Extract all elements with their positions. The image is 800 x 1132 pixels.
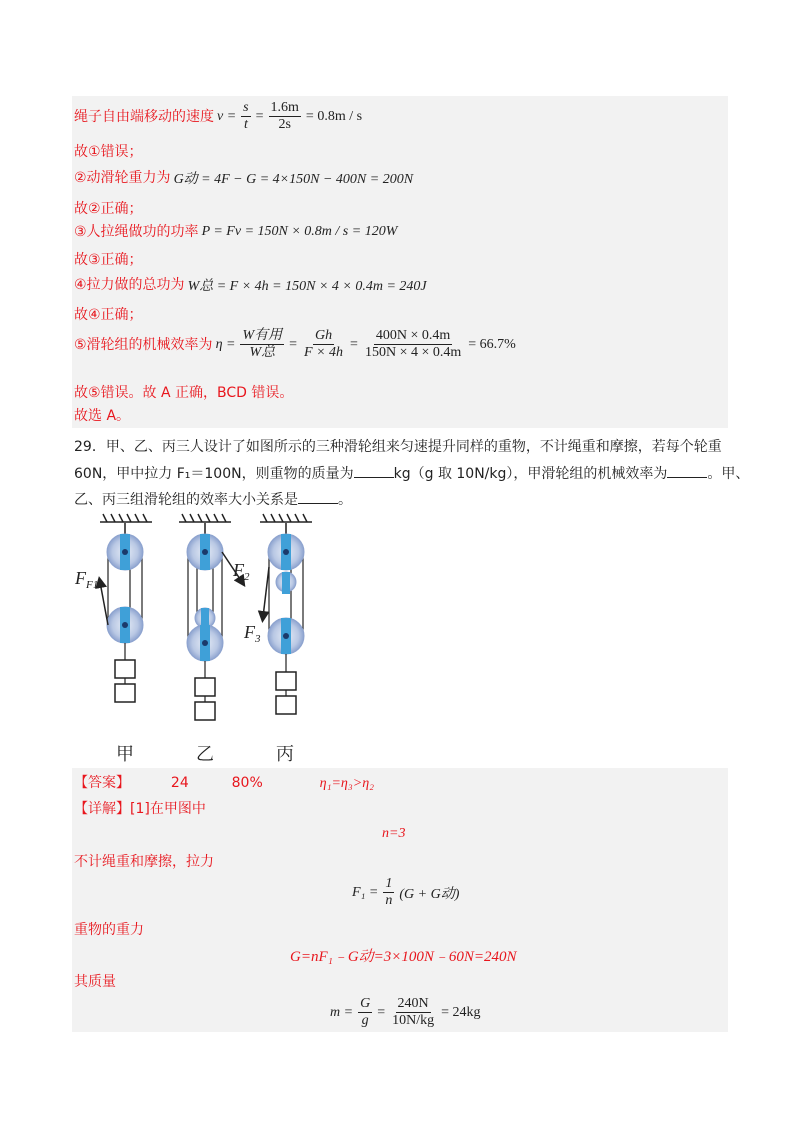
eta-result: = 66.7%: [468, 336, 516, 352]
answer-2: 80%: [231, 775, 263, 791]
detail-eq-1: [352, 876, 459, 909]
label-jia: 甲: [116, 744, 134, 765]
eta-frac-3: [363, 328, 463, 361]
g-expr: G动 = 4F − G = 4×150N − 400N = 200N: [173, 172, 414, 187]
ceiling-jia: [100, 514, 152, 522]
eq3-d1: g: [361, 1013, 369, 1028]
detail-eq-3: m = $\frac{G}{g}$ = $\frac{240N}{10N/kg}$ = 24kg: [330, 996, 481, 1028]
q3-b: 。: [338, 492, 352, 508]
force-label-f2: $F_2$: [233, 560, 250, 583]
conclusion-5: 故⑤错误。故 A 正确，BCD 错误。: [74, 385, 294, 401]
eta-label: ⑤滑轮组的机械效率为: [74, 336, 213, 353]
conclusion-1: 故①错误；: [74, 144, 143, 160]
force-label-f1: $F_{F1}$: [75, 568, 99, 591]
speed-frac-st: [241, 100, 250, 133]
detail-line-2: 重物的重力: [74, 922, 144, 938]
detail-line-1: 不计绳重和摩擦，拉力: [74, 854, 214, 870]
conclusion-3: 故③正确；: [74, 252, 143, 268]
answer-line: [74, 773, 374, 794]
f2-num: Gh: [314, 328, 333, 343]
p-expr: P = Fv = 150N × 0.8m / s = 120W: [201, 224, 398, 239]
detail-line-3: 其质量: [74, 974, 116, 990]
eq1-frac: [383, 876, 394, 909]
eq3-frac-1: [358, 996, 372, 1029]
conclusion-4: 故④正确；: [74, 307, 143, 323]
force-label-f3: $F_3$: [244, 622, 261, 645]
f1-num: W有用: [242, 328, 283, 343]
pulley-system-jia: [100, 522, 143, 702]
w-expr: W总 = F × 4h = 150N × 4 × 0.4m = 240J: [187, 279, 427, 294]
blank-relation[interactable]: [298, 489, 338, 504]
detail-eq-2: G=nF₁﹣G动=3×100N﹣60N=240N: [290, 949, 517, 965]
prev-solution-block: [72, 96, 728, 428]
answer-tag: 【答案】: [74, 775, 130, 791]
speed-frac-val: [269, 100, 301, 133]
eq3-lhs: m =: [330, 1004, 354, 1020]
eq1-lhs: F₁ =: [352, 884, 379, 900]
eta-sym: η =: [215, 336, 236, 352]
ceiling-yi: [179, 514, 231, 522]
conclusion-2: 故②正确；: [74, 201, 143, 217]
blank-efficiency[interactable]: [667, 463, 707, 478]
question-line-3: [74, 489, 352, 510]
eq1-rhs: (G + G动): [399, 886, 460, 902]
s-den: t: [243, 117, 248, 132]
eq3-frac-2: [390, 996, 436, 1029]
q3-a: 乙、丙三组滑轮组的效率大小关系是: [74, 492, 298, 508]
blank-mass[interactable]: [354, 463, 394, 478]
eta-frac-2: [302, 328, 345, 361]
question-line-1: 29．甲、乙、丙三人设计了如图所示的三种滑轮组来匀速提升同样的重物，不计绳重和摩擦，若每个轮重: [74, 439, 722, 455]
label-bing: 丙: [276, 744, 294, 765]
f3-num: 400N × 0.4m: [375, 328, 451, 343]
speed-result: = 0.8m / s: [305, 108, 363, 124]
p-label: ③人拉绳做功的功率: [74, 224, 199, 240]
ceiling-bing: [260, 514, 312, 522]
question-line-2: [74, 463, 749, 484]
g-line: [74, 168, 413, 188]
eq1-den: n: [385, 893, 393, 908]
pulley-system-yi: [187, 522, 242, 720]
s-num: s: [243, 100, 249, 115]
eq3-n1: G: [360, 996, 371, 1011]
w-label: ④拉力做的总功为: [74, 277, 185, 293]
eq3-d2: 10N/kg: [392, 1013, 435, 1028]
speed-line: 绳子自由端移动的速度 v = $\frac{s}{t}$ = $\frac{1.6m}{2s}$ = 0.8m / s: [74, 100, 363, 132]
val-den: 2s: [278, 117, 291, 132]
f1-den: W总: [249, 345, 276, 360]
eq1-num: 1: [385, 876, 393, 891]
val-num: 1.6m: [270, 100, 299, 115]
q2-b: kg（g 取 10N/kg），甲滑轮组的机械效率为: [393, 466, 668, 482]
pulley-figure: [70, 512, 320, 766]
q2-c: 。甲、: [707, 466, 750, 482]
eq3-n2: 240N: [397, 996, 429, 1011]
eq3-rhs: = 24kg: [441, 1004, 481, 1020]
g-label: ②动滑轮重力为: [74, 170, 171, 186]
eta-line: ⑤滑轮组的机械效率为 η = $\frac{\text{W有用}}{\text{W总}}$ = $\frac{Gh}{F \times 4h}$ = $\frac{400N \times 0.4m}{150N \times 4 \times 0.4m}$ = 66.7%: [74, 328, 516, 360]
answer-3: η₁=η₃>η₂: [319, 776, 375, 791]
w-line: [74, 275, 427, 295]
answer-1: 24: [170, 775, 189, 791]
f1-sub: F1: [86, 579, 99, 591]
p-line: [74, 222, 397, 242]
speed-label: 绳子自由端移动的速度: [74, 108, 214, 125]
eta-frac-1: [240, 328, 284, 361]
speed-lhs: v =: [217, 108, 237, 124]
detail-n: n=3: [382, 826, 406, 841]
conclusion-6: 故选 A。: [74, 408, 131, 424]
detail-tag: 【详解】[1]在甲图中: [74, 801, 206, 817]
f3-den: 150N × 4 × 0.4m: [364, 345, 462, 360]
pulley-system-bing: [263, 522, 304, 714]
f2-den: F × 4h: [304, 345, 344, 360]
label-yi: 乙: [196, 744, 214, 765]
q2-a: 60N，甲中拉力 F₁＝100N，则重物的质量为: [74, 466, 354, 482]
